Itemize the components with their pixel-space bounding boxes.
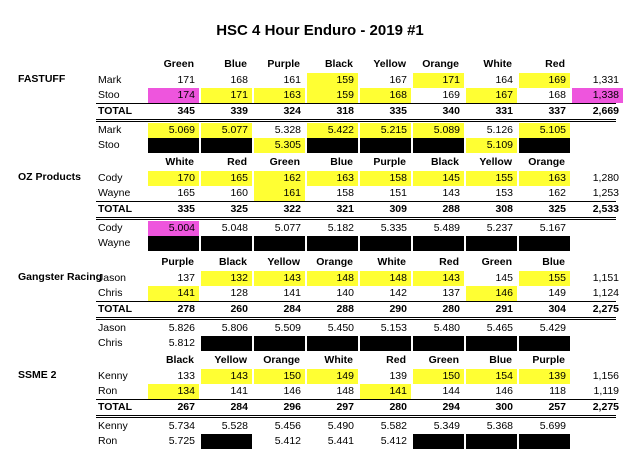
lap-time-cell: 5.089 (413, 123, 464, 138)
column-header: Black (218, 256, 247, 268)
column-header: Red (439, 256, 459, 268)
lap-count-cell: 171 (177, 74, 195, 86)
column-header: Purple (267, 58, 300, 70)
lap-count-cell: 128 (230, 287, 248, 299)
total-cell: 2,275 (592, 401, 619, 413)
rider-name: Stoo (98, 139, 120, 151)
lap-count-cell: 150 (413, 369, 464, 384)
total-cell: 335 (389, 105, 407, 117)
lap-time-cell: 5.429 (539, 322, 566, 334)
lap-count-cell: 118 (549, 385, 566, 397)
lap-count-cell: 174 (148, 88, 199, 103)
column-header: Black (430, 156, 459, 168)
lap-count-cell: 168 (360, 88, 411, 103)
rider-name: Stoo (98, 89, 120, 101)
lap-count-cell: 161 (254, 186, 305, 201)
lap-count-cell: 155 (466, 171, 517, 186)
rider-name: Cody (98, 222, 123, 234)
lap-time-cell: 5.734 (168, 420, 195, 432)
lap-count-cell: 159 (307, 88, 358, 103)
lap-time-cell (519, 236, 570, 251)
lap-count-cell: 146 (283, 385, 301, 397)
total-cell: 345 (177, 105, 195, 117)
lap-count-cell: 169 (442, 89, 460, 101)
column-header: Yellow (373, 58, 406, 70)
total-cell: 324 (283, 105, 301, 117)
lap-time-cell (360, 236, 411, 251)
lap-count-cell: 150 (254, 369, 305, 384)
rider-name: Mark (98, 74, 122, 86)
total-cell: 260 (230, 303, 248, 315)
column-header: Green (163, 58, 194, 70)
lap-count-cell: 1,338 (572, 88, 623, 103)
total-label: TOTAL (98, 203, 133, 215)
lap-count-cell: 140 (336, 287, 354, 299)
lap-time-cell: 5.412 (380, 435, 407, 447)
lap-count-cell: 137 (177, 272, 195, 284)
total-cell: 2,275 (592, 303, 619, 315)
lap-time-cell: 5.126 (486, 124, 513, 136)
lap-time-cell (201, 138, 252, 153)
lap-count-cell: 1,151 (592, 272, 619, 284)
total-cell: 257 (548, 401, 566, 413)
lap-count-cell: 170 (148, 171, 199, 186)
lap-time-cell: 5.335 (380, 222, 407, 234)
column-header: Yellow (267, 256, 300, 268)
total-cell: 2,533 (592, 203, 619, 215)
lap-time-cell: 5.004 (148, 221, 199, 236)
total-cell: 296 (283, 401, 301, 413)
lap-count-cell: 148 (336, 385, 354, 397)
lap-time-cell (148, 138, 199, 153)
total-label: TOTAL (98, 401, 133, 413)
column-header: Red (545, 58, 565, 70)
lap-count-cell: 162 (548, 187, 566, 199)
lap-time-cell (254, 336, 305, 351)
lap-count-cell: 159 (307, 73, 358, 88)
lap-time-cell (201, 336, 252, 351)
total-cell: 337 (548, 105, 566, 117)
rider-name: Jason (98, 272, 127, 284)
lap-count-cell: 133 (177, 370, 195, 382)
lap-count-cell: 167 (466, 88, 517, 103)
table-double-divider (96, 217, 616, 220)
lap-time-cell: 5.582 (380, 420, 407, 432)
lap-count-cell: 1,156 (592, 370, 619, 382)
rider-name: Ron (98, 435, 118, 447)
column-header: Blue (489, 354, 512, 366)
lap-count-cell: 141 (230, 385, 248, 397)
column-header: Blue (330, 156, 353, 168)
total-cell: 325 (548, 203, 566, 215)
lap-time-cell (466, 434, 517, 449)
column-header: Black (165, 354, 194, 366)
table-double-divider (96, 119, 616, 122)
column-header: White (165, 156, 194, 168)
lap-count-cell: 163 (254, 88, 305, 103)
lap-count-cell: 139 (389, 370, 407, 382)
total-cell: 304 (548, 303, 566, 315)
column-header: Purple (532, 354, 565, 366)
lap-time-cell (466, 236, 517, 251)
lap-time-cell: 5.725 (168, 435, 195, 447)
column-header: Yellow (479, 156, 512, 168)
rider-name: Kenny (98, 370, 128, 382)
lap-time-cell: 5.109 (466, 138, 517, 153)
lap-time-cell: 5.167 (539, 222, 566, 234)
column-header: Purple (161, 256, 194, 268)
column-header: Green (428, 354, 459, 366)
lap-time-cell (519, 336, 570, 351)
lap-time-cell: 5.105 (519, 123, 570, 138)
column-header: Yellow (214, 354, 247, 366)
column-header: Orange (528, 156, 565, 168)
lap-count-cell: 143 (442, 187, 460, 199)
lap-time-cell (148, 236, 199, 251)
lap-count-cell: 1,253 (592, 187, 619, 199)
total-cell: 294 (442, 401, 460, 413)
table-double-divider (96, 317, 616, 320)
lap-count-cell: 167 (389, 74, 407, 86)
total-cell: 288 (442, 203, 460, 215)
lap-count-cell: 169 (519, 73, 570, 88)
rider-name: Mark (98, 124, 122, 136)
total-cell: 339 (230, 105, 248, 117)
lap-time-cell: 5.441 (327, 435, 354, 447)
lap-time-cell: 5.048 (221, 222, 248, 234)
total-cell: 297 (336, 401, 354, 413)
lap-count-cell: 1,280 (592, 172, 619, 184)
lap-count-cell: 1,331 (592, 74, 619, 86)
lap-count-cell: 163 (519, 171, 570, 186)
column-header: Purple (373, 156, 406, 168)
lap-count-cell: 148 (360, 271, 411, 286)
lap-time-cell: 5.456 (274, 420, 301, 432)
lap-time-cell: 5.237 (486, 222, 513, 234)
lap-time-cell: 5.699 (539, 420, 566, 432)
rider-name: Chris (98, 287, 123, 299)
lap-count-cell: 132 (201, 271, 252, 286)
total-cell: 309 (389, 203, 407, 215)
column-header: Orange (422, 58, 459, 70)
column-header: Green (269, 156, 300, 168)
lap-time-cell: 5.349 (433, 420, 460, 432)
rider-name: Ron (98, 385, 118, 397)
lap-count-cell: 163 (307, 171, 358, 186)
lap-count-cell: 154 (466, 369, 517, 384)
lap-count-cell: 144 (442, 385, 460, 397)
lap-time-cell (360, 138, 411, 153)
lap-count-cell: 158 (360, 171, 411, 186)
column-header: Blue (224, 58, 247, 70)
lap-time-cell: 5.422 (307, 123, 358, 138)
lap-count-cell: 168 (548, 89, 566, 101)
lap-count-cell: 143 (201, 369, 252, 384)
table-double-divider (96, 415, 616, 418)
lap-time-cell (466, 336, 517, 351)
lap-count-cell: 151 (389, 187, 407, 199)
lap-count-cell: 153 (495, 187, 513, 199)
total-cell: 267 (177, 401, 195, 413)
column-header: Red (227, 156, 247, 168)
total-cell: 284 (283, 303, 301, 315)
lap-time-cell: 5.077 (201, 123, 252, 138)
total-cell: 280 (442, 303, 460, 315)
column-header: White (377, 256, 406, 268)
lap-time-cell: 5.069 (148, 123, 199, 138)
lap-count-cell: 149 (307, 369, 358, 384)
lap-time-cell: 5.368 (486, 420, 513, 432)
lap-time-cell: 5.305 (254, 138, 305, 153)
total-cell: 288 (336, 303, 354, 315)
lap-time-cell (413, 236, 464, 251)
team-name: SSME 2 (18, 369, 57, 381)
lap-time-cell (360, 336, 411, 351)
team-name: FASTUFF (18, 73, 66, 85)
lap-count-cell: 161 (283, 74, 301, 86)
lap-count-cell: 146 (495, 385, 513, 397)
lap-time-cell (413, 138, 464, 153)
lap-time-cell (519, 434, 570, 449)
total-cell: 331 (495, 105, 513, 117)
lap-count-cell: 139 (519, 369, 570, 384)
lap-time-cell (307, 336, 358, 351)
lap-count-cell: 148 (307, 271, 358, 286)
column-header: Blue (542, 256, 565, 268)
lap-time-cell: 5.077 (274, 222, 301, 234)
lap-time-cell: 5.215 (360, 123, 411, 138)
total-cell: 278 (177, 303, 195, 315)
lap-count-cell: 162 (254, 171, 305, 186)
lap-count-cell: 149 (548, 287, 566, 299)
lap-time-cell (413, 434, 464, 449)
lap-time-cell (307, 138, 358, 153)
lap-count-cell: 171 (413, 73, 464, 88)
lap-time-cell: 5.450 (327, 322, 354, 334)
column-header: Red (386, 354, 406, 366)
total-label: TOTAL (98, 303, 133, 315)
total-cell: 335 (177, 203, 195, 215)
lap-time-cell (201, 236, 252, 251)
lap-time-cell (519, 138, 570, 153)
lap-count-cell: 1,119 (593, 385, 619, 397)
lap-count-cell: 141 (148, 286, 199, 301)
lap-count-cell: 141 (360, 384, 411, 399)
lap-count-cell: 165 (201, 171, 252, 186)
total-cell: 321 (336, 203, 354, 215)
lap-time-cell: 5.826 (168, 322, 195, 334)
lap-time-cell: 5.812 (168, 337, 195, 349)
lap-count-cell: 141 (283, 287, 301, 299)
total-cell: 280 (389, 401, 407, 413)
rider-name: Jason (98, 322, 127, 334)
total-cell: 2,669 (592, 105, 619, 117)
lap-time-cell: 5.490 (327, 420, 354, 432)
rider-name: Kenny (98, 420, 128, 432)
column-header: Green (481, 256, 512, 268)
lap-time-cell (254, 236, 305, 251)
page-title: HSC 4 Hour Enduro - 2019 #1 (216, 22, 424, 39)
lap-time-cell: 5.480 (433, 322, 460, 334)
lap-time-cell: 5.412 (274, 435, 301, 447)
lap-count-cell: 134 (148, 384, 199, 399)
lap-count-cell: 145 (495, 272, 513, 284)
lap-time-cell: 5.509 (274, 322, 301, 334)
lap-count-cell: 164 (495, 74, 513, 86)
column-header: Orange (263, 354, 300, 366)
lap-time-cell: 5.465 (486, 322, 513, 334)
lap-count-cell: 143 (254, 271, 305, 286)
lap-count-cell: 143 (413, 271, 464, 286)
team-name: Gangster Racing (18, 271, 103, 283)
total-cell: 291 (495, 303, 513, 315)
lap-time-cell: 5.528 (221, 420, 248, 432)
lap-count-cell: 168 (230, 74, 248, 86)
total-cell: 284 (230, 401, 248, 413)
column-header: Black (324, 58, 353, 70)
lap-count-cell: 137 (442, 287, 460, 299)
total-cell: 318 (336, 105, 354, 117)
total-cell: 325 (230, 203, 248, 215)
lap-time-cell: 5.489 (433, 222, 460, 234)
lap-time-cell (307, 236, 358, 251)
lap-count-cell: 145 (413, 171, 464, 186)
team-name: OZ Products (18, 171, 82, 183)
rider-name: Wayne (98, 187, 131, 199)
total-cell: 290 (389, 303, 407, 315)
rider-name: Chris (98, 337, 123, 349)
lap-count-cell: 142 (389, 287, 407, 299)
total-cell: 322 (283, 203, 301, 215)
column-header: White (324, 354, 353, 366)
lap-time-cell: 5.328 (274, 124, 301, 136)
lap-count-cell: 171 (201, 88, 252, 103)
lap-count-cell: 146 (466, 286, 517, 301)
total-label: TOTAL (98, 105, 133, 117)
lap-time-cell: 5.153 (380, 322, 407, 334)
lap-time-cell: 5.806 (221, 322, 248, 334)
lap-time-cell (413, 336, 464, 351)
total-cell: 308 (495, 203, 513, 215)
lap-count-cell: 158 (336, 187, 354, 199)
column-header: Orange (316, 256, 353, 268)
lap-count-cell: 1,124 (592, 287, 619, 299)
lap-count-cell: 165 (177, 187, 195, 199)
rider-name: Wayne (98, 237, 131, 249)
rider-name: Cody (98, 172, 123, 184)
lap-count-cell: 160 (230, 187, 248, 199)
column-header: White (483, 58, 512, 70)
lap-time-cell: 5.182 (327, 222, 354, 234)
lap-time-cell (201, 434, 252, 449)
lap-count-cell: 155 (519, 271, 570, 286)
total-cell: 340 (442, 105, 460, 117)
total-cell: 300 (495, 401, 513, 413)
